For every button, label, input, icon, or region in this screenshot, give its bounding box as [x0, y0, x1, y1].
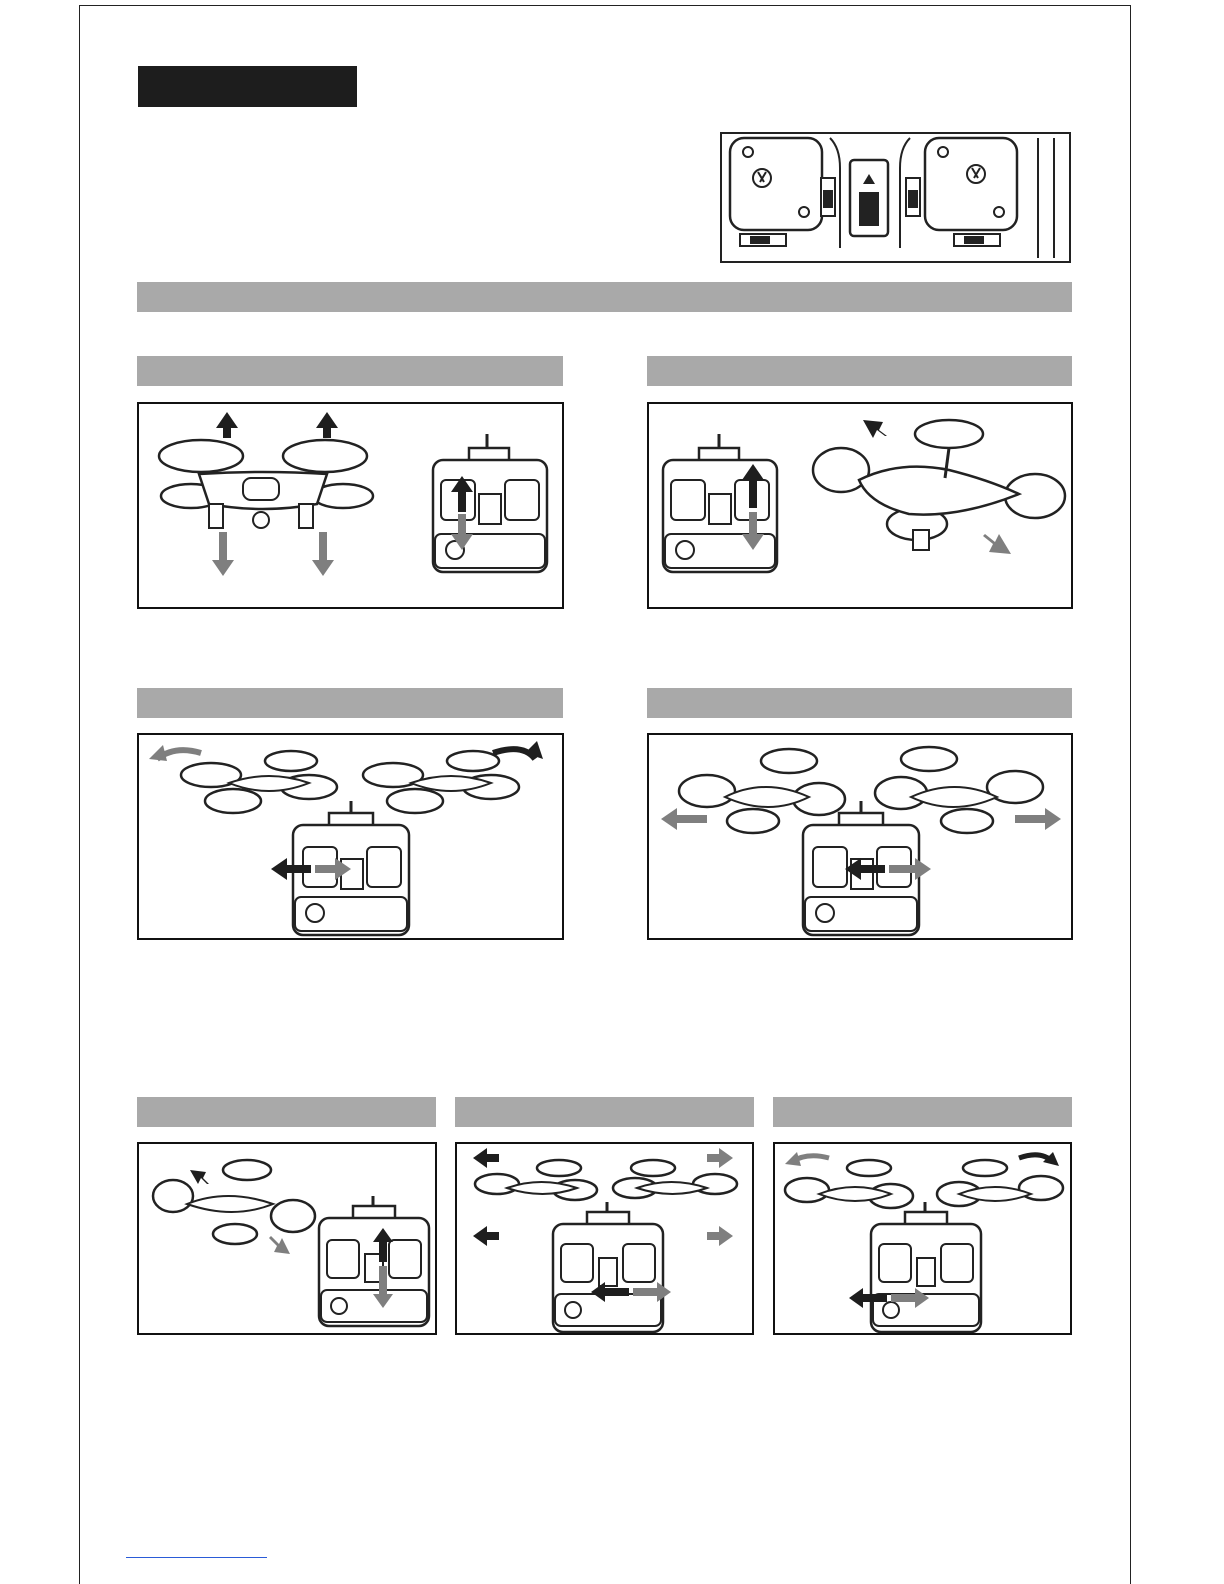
transmitter-closeup-illustration: [720, 132, 1071, 263]
panel-trim-forward: [137, 1142, 437, 1335]
footer-link-underline: [126, 1557, 267, 1558]
page-border-left: [79, 5, 80, 1584]
section-bar-trim-turn: [773, 1097, 1072, 1127]
trim-sideways-illustration: [457, 1144, 754, 1335]
section-bar-main: [137, 282, 1072, 312]
panel-turn: [137, 733, 564, 940]
trim-turn-illustration: [775, 1144, 1072, 1335]
page-border-right: [1130, 5, 1131, 1584]
panel-trim-sideways: [455, 1142, 754, 1335]
panel-trim-turn: [773, 1142, 1072, 1335]
panel-sideways: [647, 733, 1073, 940]
throttle-illustration: [139, 404, 564, 609]
section-bar-trim-sideways: [455, 1097, 754, 1127]
forward-backward-illustration: [649, 404, 1073, 609]
section-bar-forward-backward: [647, 356, 1072, 386]
panel-forward-backward: [647, 402, 1073, 609]
section-title-block: [138, 66, 357, 107]
panel-throttle: [137, 402, 564, 609]
section-bar-throttle: [137, 356, 563, 386]
turn-illustration: [139, 735, 564, 940]
section-bar-trim-forward: [137, 1097, 436, 1127]
page-border-top: [79, 5, 1131, 6]
section-bar-turn: [137, 688, 563, 718]
trim-forward-illustration: [139, 1144, 437, 1335]
sideways-illustration: [649, 735, 1073, 940]
section-bar-sideways: [647, 688, 1072, 718]
